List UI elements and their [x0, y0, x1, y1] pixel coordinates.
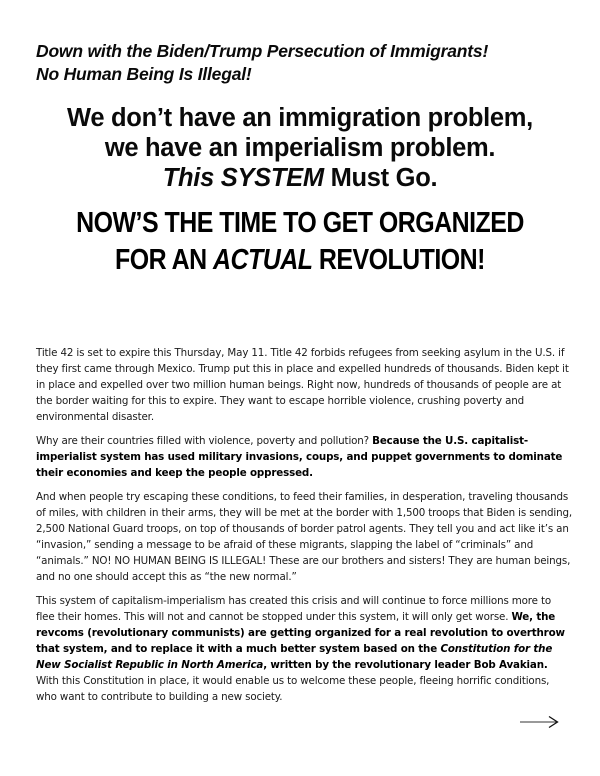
right-arrow-icon	[520, 715, 560, 729]
paragraph-system-bold-1: We, the revcoms (revolutionary communists) are getting organized for a real revolution to overthrow that system, and to replace it with a much better system based on the	[36, 611, 565, 655]
constitution-title: Constitution for the New Socialist Republic in North America	[36, 643, 553, 671]
headline-emphasis: This SYSTEM	[162, 164, 324, 192]
banner-line-2	[42, 242, 558, 279]
headline-line-3	[0, 163, 600, 193]
headline-line-1: We don’t have an immigration problem,	[67, 104, 533, 132]
paragraph-why-question: Why are their countries filled with violence, poverty and pollution?	[36, 435, 373, 447]
paragraph-system	[36, 593, 572, 705]
kicker-heading	[36, 40, 576, 86]
banner-line-1: NOW’S THE TIME TO GET ORGANIZED	[76, 207, 524, 239]
paragraph-why-answer: Because the U.S. capitalist-imperialist system has used military invasions, coups, and puppet governments to dominate their economies and keep the people oppressed.	[36, 435, 563, 479]
paragraph-why	[36, 433, 572, 481]
paragraph-system-outro: With this Constitution in place, it would enable us to welcome these people, fleeing horrific conditions, who want to contribute to building a new society.	[36, 675, 550, 703]
body-text	[36, 345, 572, 713]
banner-emphasis: ACTUAL	[213, 244, 313, 276]
paragraph-system-bold-2: , written by the revolutionary leader Bob Avakian.	[263, 659, 548, 671]
kicker-line-1: Down with the Biden/Trump Persecution of Immigrants!	[36, 41, 489, 61]
paragraph-system-intro: This system of capitalism-imperialism has created this crisis and will continue to force millions more to flee their homes. This will not and cannot be stopped under this system, it will only get worse.	[36, 595, 552, 623]
banner-line-2-pre: FOR AN	[115, 244, 214, 276]
banner-line-2-post: REVOLUTION!	[312, 244, 485, 276]
call-to-action-banner	[42, 205, 558, 279]
main-headline	[0, 103, 600, 193]
headline-line-3-rest: Must Go.	[323, 164, 438, 192]
kicker-line-2: No Human Being Is Illegal!	[36, 64, 252, 84]
paragraph-border: And when people try escaping these conditions, to feed their families, in desperation, traveling thousands of miles, with children in their arms, they will be met at the border with 1,500 troops that Biden is sending, 2,500 National Guard troops, on top of thousands of border patrol agents. They tell you and act like it’s an “invasion,” sending a message to be afraid of these migrants, slapping the label of “criminals” and “animals.” NO! NO HUMAN BEING IS ILLEGAL! These are our brothers and sisters! They are human beings, and no one should accept this as “the new normal.”	[36, 491, 572, 583]
paragraph-title-42: Title 42 is set to expire this Thursday, May 11. Title 42 forbids refugees from seeking asylum in the U.S. if they first came through Mexico. Trump put this in place and expelled hundreds of thousands. Biden kept it in place and expelled over two million human beings. Right now, hundreds of thousands of people are at the border waiting for this to expire. They want to escape horrible violence, crushing poverty and environmental disaster.	[36, 347, 569, 423]
headline-line-2: we have an imperialism problem.	[104, 134, 496, 162]
